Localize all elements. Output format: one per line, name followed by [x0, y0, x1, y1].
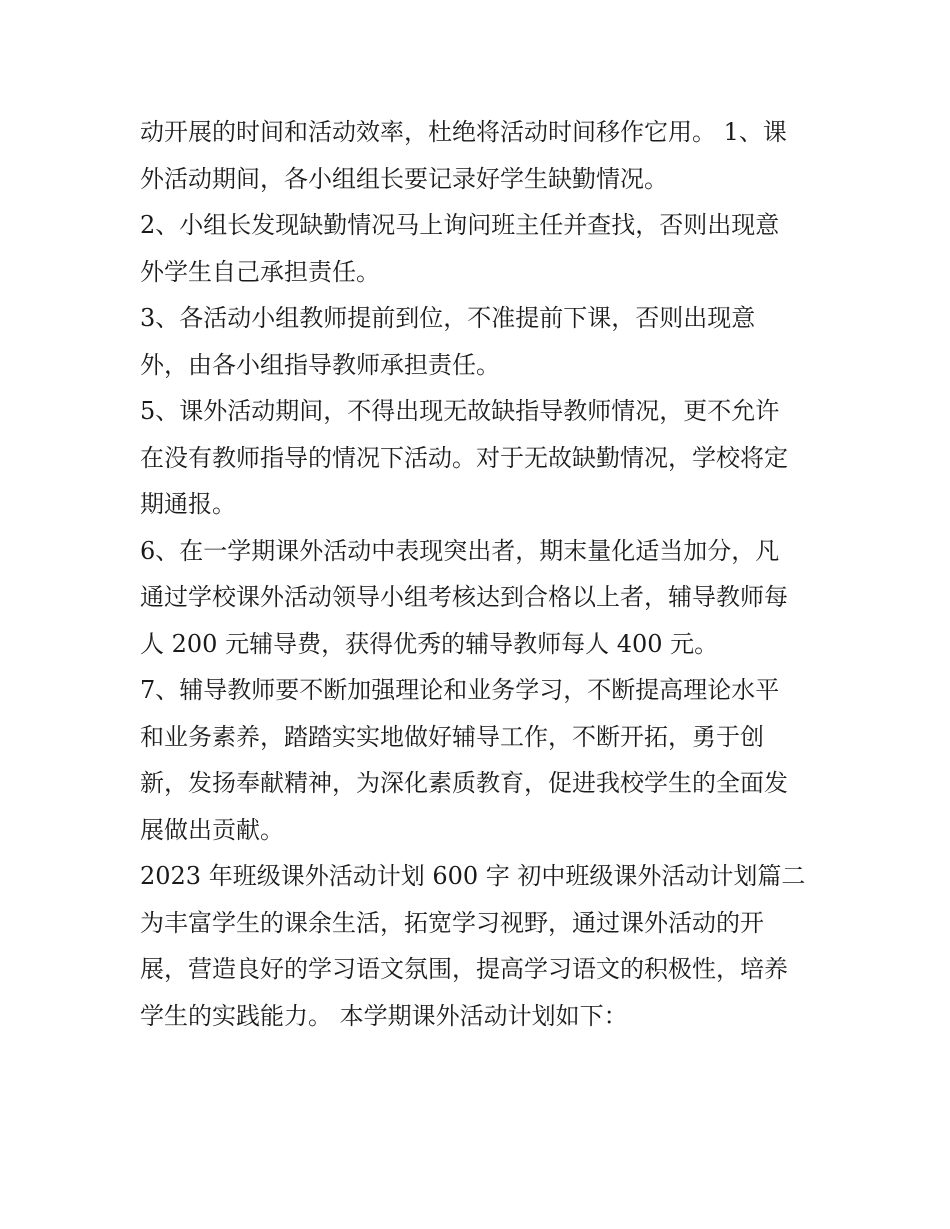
text-line: 外，由各小组指导教师承担责任。	[140, 350, 500, 379]
text-line: 外活动期间，各小组组长要记录好学生缺勤情况。	[140, 164, 668, 193]
text-line: 学生的实践能力。 本学期课外活动计划如下：	[140, 1001, 628, 1030]
text-line: 展，营造良好的学习语文氛围，提高学习语文的积极性，培养	[140, 955, 788, 983]
text-line: 在没有教师指导的情况下活动。对于无故缺勤情况，学校将定	[140, 443, 788, 472]
text-line: 动开展的时间和活动效率，杜绝将活动时间移作它用。 1、课	[140, 118, 787, 146]
text-line: 为丰富学生的课余生活，拓宽学习视野，通过课外活动的开	[140, 908, 764, 937]
text-line: 人 200 元辅导费，获得优秀的辅导教师每人 400 元。	[140, 629, 719, 658]
text-line: 6、在一学期课外活动中表现突出者，期末量化适当加分，凡	[140, 536, 780, 565]
text-line: 展做出贡献。	[140, 815, 284, 844]
text-line: 3、各活动小组教师提前到位，不准提前下课，否则出现意	[140, 304, 756, 332]
text-line: 2、小组长发现缺勤情况马上询问班主任并查找，否则出现意	[140, 211, 780, 239]
text-line: 期通报。	[140, 490, 236, 518]
text-line: 2023 年班级课外活动计划 600 字 初中班级课外活动计划篇二	[140, 862, 806, 890]
text-line: 7、辅导教师要不断加强理论和业务学习，不断提高理论水平	[140, 676, 780, 704]
document-body	[140, 109, 820, 1039]
text-line: 外学生自己承担责任。	[140, 257, 380, 286]
text-line: 5、课外活动期间，不得出现无故缺指导教师情况，更不允许	[140, 397, 780, 425]
text-line: 和业务素养，踏踏实实地做好辅导工作，不断开拓，勇于创	[140, 722, 764, 751]
text-line: 新，发扬奉献精神，为深化素质教育，促进我校学生的全面发	[140, 769, 788, 797]
text-line: 通过学校课外活动领导小组考核达到合格以上者，辅导教师每	[140, 583, 788, 611]
